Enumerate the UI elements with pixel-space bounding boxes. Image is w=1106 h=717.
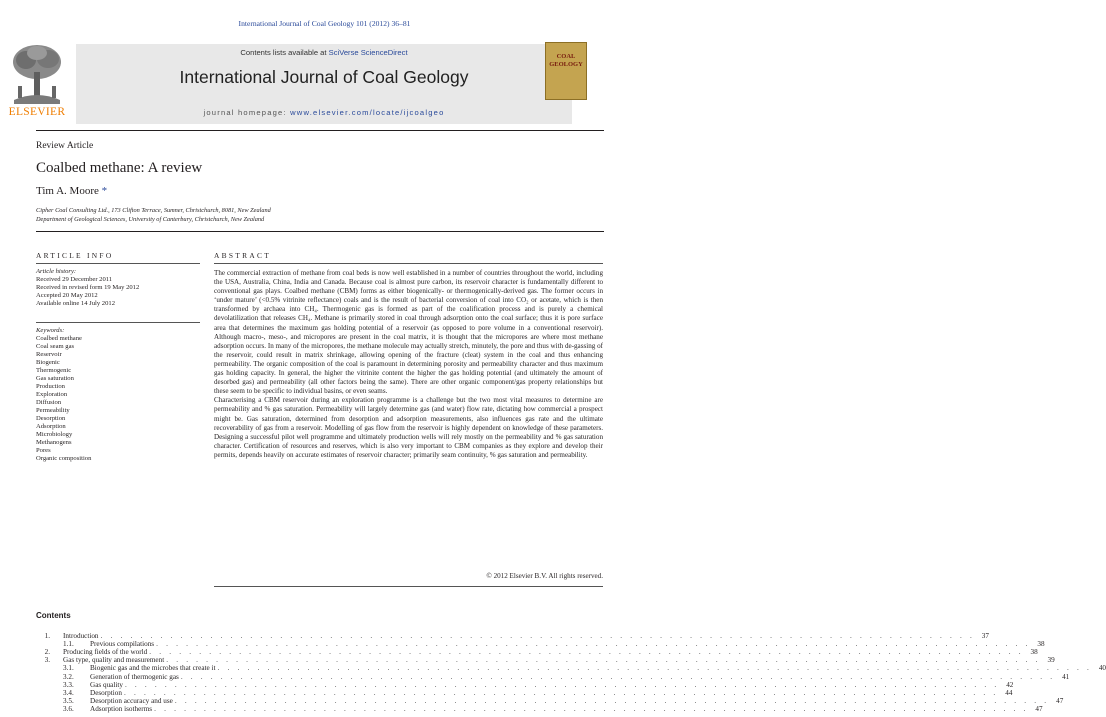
keywords-label: Keywords: (36, 327, 65, 334)
keyword: Thermogenic (36, 367, 72, 374)
sciencedirect-link[interactable]: SciVerse ScienceDirect (328, 48, 408, 57)
article-info-heading: ARTICLE INFO (36, 251, 114, 260)
toc-page: 40 (1098, 664, 1106, 673)
keyword: Pores (36, 447, 51, 454)
toc-number: 3. (44, 656, 50, 665)
toc-leader: . . . . . . . . . . . . . . . . . . . . . . . . . . . . . . . . . . . . . . . . . . . . . . . . . . . . . . . . . . . . . . . . . . . . . . . . . . . . . . . . . . . . . . . . (174, 696, 1050, 705)
toc-leader: . . . . . . . . . . . . . . . . . . . . . . . . . . . . . . . . . . . . . . . . . . . . . . . . . . . . . . . . . . . . . . . . . . . . . . . . . . . . . . . . . . . . . . . . (154, 704, 1029, 713)
toc-number: 1.1. (63, 640, 74, 649)
toc-leader: . . . . . . . . . . . . . . . . . . . . . . . . . . . . . . . . . . . . . . . . . . . . . . . . . . . . . . . . . . . . . . . . . . . . . . . . . . . . . . . . . . . . . . . . (123, 688, 999, 697)
contents-prefix: Contents lists available at (240, 48, 327, 57)
author-line (36, 185, 107, 197)
affiliation-rule (36, 231, 604, 232)
toc-leader: . . . . . . . . . . . . . . . . . . . . . . . . . . . . . . . . . . . . . . . . . . . . . . . . . . . . . . . . . . . . . . . . . . . . . . . . . . . . . . . . . . . . . . . . (156, 640, 1031, 649)
toc-number: 3.2. (63, 672, 74, 681)
homepage-prefix: journal homepage: (203, 108, 287, 117)
author-name: Tim A. Moore (36, 185, 99, 197)
toc-page: 37 (981, 632, 989, 640)
toc-page: 42 (1006, 680, 1014, 689)
running-head: International Journal of Coal Geology 101 (2012) 36–81 (238, 19, 411, 28)
article-type: Review Article (36, 141, 94, 151)
history-entry: Accepted 20 May 2012 (36, 292, 98, 299)
keyword: Permeability (36, 407, 70, 414)
keyword: Gas saturation (36, 375, 74, 382)
keyword: Organic composition (36, 455, 92, 462)
toc-number: 3.3. (63, 680, 74, 689)
toc-number: 1. (44, 632, 50, 640)
elsevier-wordmark: ELSEVIER (8, 106, 66, 118)
keyword: Diffusion (36, 399, 62, 406)
toc-title[interactable]: Generation of thermogenic gas (90, 672, 179, 681)
toc-title[interactable]: Adsorption isotherms (90, 704, 153, 713)
toc-page: 39 (1047, 656, 1055, 665)
keyword: Biogenic (36, 359, 60, 366)
abstract-bottom-rule (214, 586, 603, 587)
toc-title[interactable]: Desorption accuracy and use (90, 696, 173, 705)
toc-number: 3.4. (63, 688, 74, 697)
journal-homepage-link[interactable]: www.elsevier.com/locate/ijcoalgeo (290, 108, 445, 117)
history-entry: Received in revised form 19 May 2012 (36, 284, 140, 291)
keywords-list (36, 327, 200, 463)
corresponding-author-mark[interactable]: * (101, 185, 108, 197)
toc-number: 2. (44, 648, 50, 657)
contents-heading: Contents (36, 611, 71, 620)
toc-title[interactable]: Gas quality (90, 680, 123, 689)
journal-title: International Journal of Coal Geology (179, 67, 469, 87)
toc-leader: . . . . . . . . . . . . . . . . . . . . . . . . . . . . . . . . . . . . . . . . . . . . . . . . . . . . . . . . . . . . . . . . . . . . . . . . . . . . . . . . . . . . . . . . (166, 656, 1041, 665)
toc-title[interactable]: Gas type, quality and measurement (63, 656, 165, 665)
toc-page: 47 (1056, 696, 1064, 705)
toc-page: 47 (1035, 704, 1043, 713)
keyword: Microbiology (36, 431, 73, 438)
cover-title: COAL GEOLOGY (549, 53, 583, 68)
history-entry: Available online 14 July 2012 (36, 300, 115, 307)
keyword: Reservoir (36, 351, 62, 358)
toc-page: 41 (1062, 672, 1070, 681)
article-title: Coalbed methane: A review (36, 160, 203, 176)
keyword: Methanogens (36, 439, 72, 446)
toc-number: 3.6. (63, 704, 74, 713)
toc-page: 38 (1037, 640, 1045, 649)
keyword: Coalbed methane (36, 335, 82, 342)
affiliation: Cipher Coal Consulting Ltd., 173 Clifton Terrace, Sumner, Christchurch, 8081, New Zealand (36, 207, 271, 214)
journal-homepage-line (76, 108, 572, 117)
toc-title[interactable]: Introduction (63, 632, 99, 640)
toc-number: 3.1. (63, 664, 74, 673)
article-history (36, 268, 200, 308)
toc-title[interactable]: Producing fields of the world (63, 648, 148, 657)
keyword: Coal seam gas (36, 343, 75, 350)
toc-page: 44 (1005, 688, 1013, 697)
elsevier-logo (8, 42, 66, 118)
toc-leader: . . . . . . . . . . . . . . . . . . . . . . . . . . . . . . . . . . . . . . . . . . . . . . . . . . . . . . . . . . . . . . . . . . . . . . . . . . . . . . . . . . . . . . . . (149, 648, 1024, 657)
toc-title[interactable]: Desorption (90, 688, 122, 697)
toc-leader: . . . . . . . . . . . . . . . . . . . . . . . . . . . . . . . . . . . . . . . . . . . . . . . . . . . . . . . . . . . . . . . . . . . . . . . . . . . . . . . . . . . . . . . . (217, 664, 1092, 673)
toc-entry[interactable] (36, 704, 1043, 715)
abstract-paragraph: Characterising a CBM reservoir during an exploration programme is a challenge but the two most vital measures to determine are permeability and % gas saturation. Permeability will largely determine gas (and water) flow rate, dictating how commercial a prospect might be. Gas saturation, determined from desorption and adsorption measurements, also influences gas rate and the ultimate recoverability of gas from a reservoir. Modelling of gas flow from the reservoir is highly dependent on knowledge of these parameters. Designing a successful pilot well programme and ultimately production wells will rely mostly on the permeability and % gas saturation character. Certification of resources and reserves, which is also very important to CBM companies as they explore and develop their permits, depends heavily on accurate estimates of reservoir character; primarily seam continuity, % gas saturation and permeability. (214, 396, 603, 459)
toc-page: 38 (1030, 648, 1038, 657)
toc-leader: . . . . . . . . . . . . . . . . . . . . . . . . . . . . . . . . . . . . . . . . . . . . . . . . . . . . . . . . . . . . . . . . . . . . . . . . . . . . . . . . . . . . . . . . (100, 632, 975, 640)
elsevier-tree-icon (8, 42, 66, 104)
abstract-heading: ABSTRACT (214, 251, 272, 260)
article-history-label: Article history: (36, 268, 77, 275)
article-info-rule (36, 263, 200, 264)
affiliation: Department of Geological Sciences, University of Canterbury, Christchurch, New Zealand (36, 216, 265, 223)
keyword: Production (36, 383, 65, 390)
toc-title[interactable]: Previous compilations (90, 640, 155, 649)
toc-title[interactable]: Biogenic gas and the microbes that create it (90, 664, 216, 673)
contents-availability-line (76, 48, 572, 57)
toc-leader: . . . . . . . . . . . . . . . . . . . . . . . . . . . . . . . . . . . . . . . . . . . . . . . . . . . . . . . . . . . . . . . . . . . . . . . . . . . . . . . . . . . . . . . . (124, 680, 1000, 689)
header-rule (36, 130, 604, 131)
journal-cover-thumbnail (545, 42, 587, 100)
abstract-body (214, 269, 603, 460)
toc-leader: . . . . . . . . . . . . . . . . . . . . . . . . . . . . . . . . . . . . . . . . . . . . . . . . . . . . . . . . . . . . . . . . . . . . . . . . . . . . . . . . . . . . . . . . (180, 672, 1056, 681)
keyword: Adsorption (36, 423, 66, 430)
copyright-notice: © 2012 Elsevier B.V. All rights reserved. (486, 572, 603, 580)
history-entry: Received 29 December 2011 (36, 276, 113, 283)
keyword: Exploration (36, 391, 68, 398)
abstract-paragraph: The commercial extraction of methane from coal beds is now well established in a number of countries throughout the world, including the USA, Australia, China, India and Canada. Because coal is almost pure carbon, its reservoir character is fundamentally different to conventional gas plays. Coalbed methane (CBM) forms as either biogenically- or thermogenically-derived gas. The former occurs in ‘under mature’ (<0.5% vitrinite reflectance) coals and is the result of bacterial conversion of coal into CO₂ or acetate, which is then transformed by archaea into CH₄. Thermogenic gas is formed as part of the coalification process and is purely a chemical devolatilization that releases CH₄. Methane is primarily stored in coal through adsorption onto the coal surface; thus it is pore surface area that determines the maximum gas holding potential of a reservoir (as opposed to pore volume in a conventional reservoir). Although macro-, meso-, and micropores are present in the coal matrix, it is thought that the micropores are where most methane adsorption occurs. In many of the micropores, the methane molecule may actually stretch, minutely, the pore and thus with de-gassing of the reservoir, could result in matrix shrinkage, allowing opening of the fracture (cleat) system in the coal and thus enhancing permeability. The organic composition of the coal is paramount in determining porosity and permeability character and thus maximum gas holding capacity. In general, the higher the vitrinite content the higher the gas holding potential (and ultimately the amount of desorbed gas) and permeability (all other factors being the same). There are other organic component/gas property relationships but these seem to be specific to individual basins, or even seams. (214, 269, 603, 396)
toc-number: 3.5. (63, 696, 74, 705)
keywords-rule (36, 322, 200, 323)
keyword: Desorption (36, 415, 66, 422)
abstract-rule (214, 263, 603, 264)
